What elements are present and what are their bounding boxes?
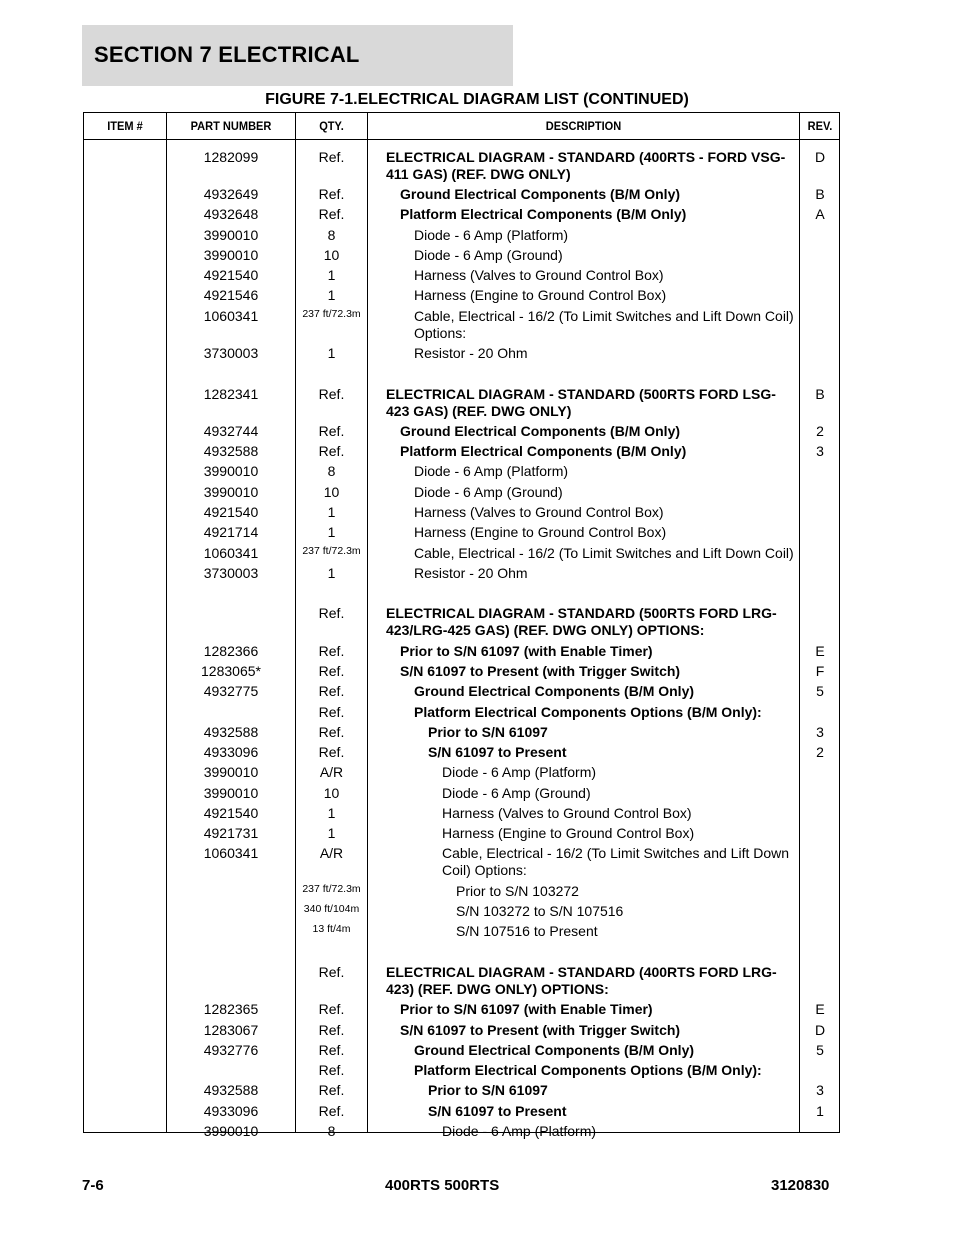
part-number-cell: 4921714	[203, 524, 259, 540]
qty-cell: 1	[327, 345, 336, 361]
description-cell: S/N 61097 to Present (with Trigger Switch)	[400, 663, 681, 679]
qty-cell: Ref.	[318, 1001, 345, 1017]
header-divider	[84, 139, 839, 140]
part-number-cell: 4921540	[203, 805, 259, 821]
model-name: 400RTS 500RTS	[385, 1177, 500, 1194]
qty-cell: 10	[323, 247, 340, 263]
section-title: SECTION 7 ELECTRICAL	[94, 42, 360, 67]
description-cell: Diode - 6 Amp (Ground)	[414, 247, 563, 263]
rev-cell: 3	[816, 443, 824, 459]
qty-cell: Ref.	[318, 724, 345, 740]
description-cell: S/N 61097 to Present	[428, 1103, 567, 1119]
header-description: DESCRIPTION	[545, 119, 622, 133]
rev-cell: 3	[816, 724, 824, 740]
description-cell: Platform Electrical Components (B/M Only)	[400, 206, 687, 222]
qty-cell: Ref.	[318, 206, 345, 222]
column-divider	[367, 113, 368, 1132]
qty-cell: A/R	[319, 764, 344, 780]
qty-cell: Ref.	[318, 964, 345, 980]
description-cell: Diode - 6 Amp (Platform)	[414, 463, 569, 479]
description-cell: Diode - 6 Amp (Platform)	[442, 764, 597, 780]
description-cell: Ground Electrical Components (B/M Only)	[400, 186, 681, 202]
description-cell: Harness (Engine to Ground Control Box)	[442, 825, 695, 841]
rev-cell: 3	[816, 1082, 824, 1098]
description-cell: S/N 61097 to Present	[428, 744, 567, 760]
part-number-cell: 3990010	[203, 484, 259, 500]
qty-cell: Ref.	[318, 423, 345, 439]
description-cell: Diode - 6 Amp (Platform)	[442, 1123, 597, 1139]
part-number-cell: 4933096	[203, 744, 259, 760]
qty-cell: Ref.	[318, 386, 345, 402]
document-number: 3120830	[771, 1177, 830, 1194]
part-number-cell: 3990010	[203, 785, 259, 801]
description-cell: Prior to S/N 61097 (with Enable Timer)	[400, 643, 653, 659]
header-rev: REV.	[807, 119, 833, 133]
description-cell: Harness (Valves to Ground Control Box)	[414, 504, 664, 520]
part-number-cell: 1060341	[203, 845, 259, 861]
qty-cell: Ref.	[318, 149, 345, 165]
qty-cell: 237 ft/72.3m	[302, 308, 361, 320]
qty-cell: 8	[327, 227, 336, 243]
qty-cell: Ref.	[318, 443, 345, 459]
part-number-cell: 3730003	[203, 345, 259, 361]
description-cell: Cable, Electrical - 16/2 (To Limit Switches and Lift Down Coil) Options:	[414, 308, 794, 341]
description-cell: Diode - 6 Amp (Platform)	[414, 227, 569, 243]
part-number-cell: 3990010	[203, 463, 259, 479]
part-number-cell: 1060341	[203, 545, 259, 561]
description-cell: Harness (Engine to Ground Control Box)	[414, 287, 667, 303]
qty-cell: Ref.	[318, 1082, 345, 1098]
part-number-cell: 3990010	[203, 247, 259, 263]
figure-title: FIGURE 7-1.ELECTRICAL DIAGRAM LIST (CONTINUED)	[265, 91, 689, 108]
description-cell: Diode - 6 Amp (Ground)	[414, 484, 563, 500]
part-number-cell: 1282365	[203, 1001, 259, 1017]
part-number-cell: 4921546	[203, 287, 259, 303]
description-cell: Resistor - 20 Ohm	[414, 345, 528, 361]
description-cell: Prior to S/N 103272	[456, 883, 579, 899]
description-cell: ELECTRICAL DIAGRAM - STANDARD (500RTS FORD LRG-423/LRG-425 GAS) (REF. DWG ONLY) OPTIONS:	[386, 605, 777, 638]
description-cell: Cable, Electrical - 16/2 (To Limit Switches and Lift Down Coil) Options:	[442, 845, 790, 878]
description-cell: Ground Electrical Components (B/M Only)	[414, 1042, 695, 1058]
rev-cell: 5	[816, 683, 824, 699]
part-number-cell: 4932775	[203, 683, 259, 699]
description-cell: Ground Electrical Components (B/M Only)	[414, 683, 695, 699]
qty-cell: Ref.	[318, 186, 345, 202]
rev-cell: F	[815, 663, 825, 679]
qty-cell: 237 ft/72.3m	[302, 883, 361, 895]
header-qty: QTY.	[319, 119, 344, 133]
qty-cell: Ref.	[318, 1062, 345, 1078]
qty-cell: 1	[327, 565, 336, 581]
column-divider	[166, 113, 167, 1132]
rev-cell: A	[815, 206, 825, 222]
qty-cell: 1	[327, 267, 336, 283]
description-cell: Prior to S/N 61097	[428, 724, 548, 740]
part-number-cell: 4932588	[203, 443, 259, 459]
qty-cell: Ref.	[318, 605, 345, 621]
part-number-cell: 1283067	[203, 1022, 259, 1038]
page-number: 7-6	[82, 1177, 104, 1194]
part-number-cell: 1282366	[203, 643, 259, 659]
part-number-cell: 4921540	[203, 504, 259, 520]
rev-cell: 5	[816, 1042, 824, 1058]
description-cell: ELECTRICAL DIAGRAM - STANDARD (500RTS FORD LSG-423 GAS) (REF. DWG ONLY)	[386, 386, 776, 419]
qty-cell: 10	[323, 484, 340, 500]
rev-cell: E	[815, 643, 825, 659]
description-cell: Diode - 6 Amp (Ground)	[442, 785, 591, 801]
qty-cell: 1	[327, 504, 336, 520]
part-number-cell: 4932588	[203, 1082, 259, 1098]
description-cell: S/N 107516 to Present	[456, 923, 598, 939]
part-number-cell: 1282099	[203, 149, 259, 165]
rev-cell: 2	[816, 744, 824, 760]
part-number-cell: 1060341	[203, 308, 259, 324]
part-number-cell: 4932744	[203, 423, 259, 439]
qty-cell: Ref.	[318, 704, 345, 720]
rev-cell: B	[815, 386, 825, 402]
part-number-cell: 3990010	[203, 1123, 259, 1139]
qty-cell: 1	[327, 805, 336, 821]
rev-cell: 1	[816, 1103, 824, 1119]
qty-cell: Ref.	[318, 663, 345, 679]
qty-cell: 13 ft/4m	[312, 923, 351, 935]
qty-cell: 8	[327, 463, 336, 479]
qty-cell: Ref.	[318, 683, 345, 699]
description-cell: Harness (Engine to Ground Control Box)	[414, 524, 667, 540]
qty-cell: Ref.	[318, 1022, 345, 1038]
qty-cell: Ref.	[318, 643, 345, 659]
description-cell: Prior to S/N 61097 (with Enable Timer)	[400, 1001, 653, 1017]
description-cell: Cable, Electrical - 16/2 (To Limit Switches and Lift Down Coil)	[414, 545, 794, 561]
qty-cell: Ref.	[318, 1103, 345, 1119]
description-cell: S/N 61097 to Present (with Trigger Switch)	[400, 1022, 681, 1038]
description-cell: Harness (Valves to Ground Control Box)	[442, 805, 692, 821]
part-number-cell: 4921540	[203, 267, 259, 283]
part-number-cell: 4932588	[203, 724, 259, 740]
part-number-cell: 4933096	[203, 1103, 259, 1119]
description-cell: Platform Electrical Components Options (B/M Only):	[414, 1062, 762, 1078]
part-number-cell: 3990010	[203, 764, 259, 780]
description-cell: ELECTRICAL DIAGRAM - STANDARD (400RTS - FORD VSG-411 GAS) (REF. DWG ONLY)	[386, 149, 786, 182]
part-number-cell: 3990010	[203, 227, 259, 243]
qty-cell: Ref.	[318, 744, 345, 760]
qty-cell: 8	[327, 1123, 336, 1139]
description-cell: Harness (Valves to Ground Control Box)	[414, 267, 664, 283]
qty-cell: 340 ft/104m	[303, 903, 360, 915]
rev-cell: D	[814, 149, 826, 165]
header-part-number: PART NUMBER	[190, 119, 272, 133]
part-number-cell: 1283065*	[201, 663, 261, 679]
rev-cell: D	[814, 1022, 826, 1038]
description-cell: Resistor - 20 Ohm	[414, 565, 528, 581]
header-item: ITEM #	[107, 119, 143, 133]
description-cell: Platform Electrical Components Options (B/M Only):	[414, 704, 762, 720]
qty-cell: 1	[327, 287, 336, 303]
qty-cell: 10	[323, 785, 340, 801]
qty-cell: 1	[327, 825, 336, 841]
part-number-cell: 4932649	[203, 186, 259, 202]
qty-cell: 1	[327, 524, 336, 540]
qty-cell: 237 ft/72.3m	[302, 545, 361, 557]
rev-cell: B	[815, 186, 825, 202]
rev-cell: E	[815, 1001, 825, 1017]
part-number-cell: 3730003	[203, 565, 259, 581]
description-cell: S/N 103272 to S/N 107516	[456, 903, 624, 919]
description-cell: Ground Electrical Components (B/M Only)	[400, 423, 681, 439]
part-number-cell: 4932648	[203, 206, 259, 222]
description-cell: Prior to S/N 61097	[428, 1082, 548, 1098]
part-number-cell: 4932776	[203, 1042, 259, 1058]
description-cell: Platform Electrical Components (B/M Only)	[400, 443, 687, 459]
part-number-cell: 1282341	[203, 386, 259, 402]
qty-cell: Ref.	[318, 1042, 345, 1058]
description-cell: ELECTRICAL DIAGRAM - STANDARD (400RTS FORD LRG-423) (REF. DWG ONLY) OPTIONS:	[386, 964, 777, 997]
qty-cell: A/R	[319, 845, 344, 861]
parts-table	[83, 112, 840, 1139]
section-header	[82, 25, 513, 86]
column-divider	[799, 113, 800, 1132]
rev-cell: 2	[816, 423, 824, 439]
part-number-cell: 4921731	[203, 825, 259, 841]
